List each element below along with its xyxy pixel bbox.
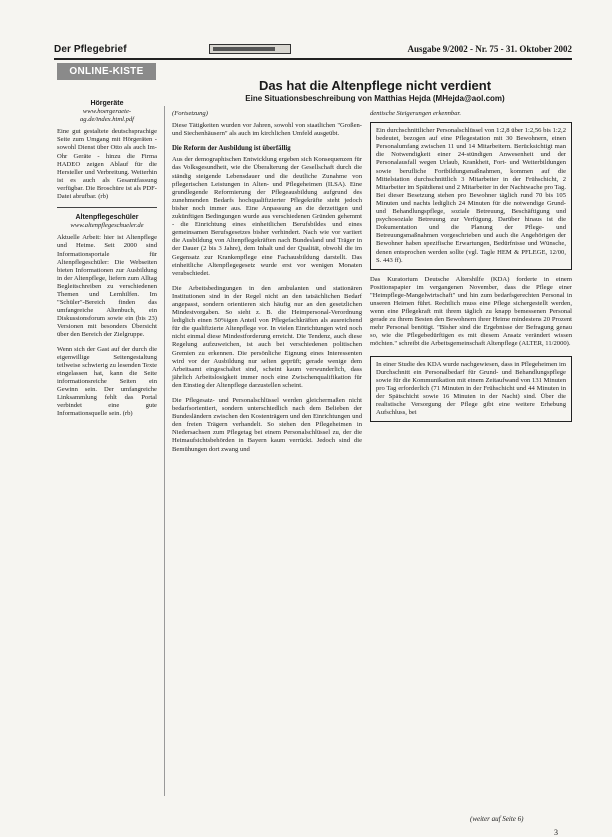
article-paragraph: Diese Tätigkeiten wurden vor Jahren, sowohl von staatlichen "Großen- und Siechenhäusern" als auch im kirchlichen Umfeld ausgeübt. (172, 122, 362, 138)
continued-note: (weiter auf Seite 6) (470, 815, 524, 823)
article-paragraph: Die Arbeitsbedingungen in den ambulanten und stationären Institutionen sind in der Regel nicht an den tatsächlichen Bedarf angepasst, sondern orientieren sich häufig nur an den gesetzlichen Mindestvorgaben. So sieht z. B. die Heimpersonal-Verordnung lediglich einen 50%igen Anteil von Pflegefachkräften als ausreichend für die qualifizierte Altenpflege vor. In vielen Einrichtungen wird noch nicht einmal diese Mindestforderung erreicht. Die Tendenz, auch diese Regelung aufzuweichen, ist auch bei verschiedenen politischen Gremien zu erkennen. Die persönliche Eignung eines Interessenten wird vor der Ausbildung nur selten geprüft; gerade wenige dem Arbeitsamt eingeschaltet sind, scheint kaum verwunderlich, dass jährlich Arbeitslosigkeit immer noch eine Zwischenqualifikation für den Einstieg der Altenpflege darzustellen scheint. (172, 284, 362, 389)
info-box-text: In einer Studie des KDA wurde nachgewiesen, dass in Pflegeheimen im Durchschnitt ein Personalbedarf für Grund- und Behandlungspflege sowie für die Kommunikation mit einem Zeitaufwand von 131 Minuten pro Tag erforderlich (71 Minuten in der Frühschicht und 44 Minuten in der Spätschicht sowie 16 Minuten in der Nacht) sind. Über die realistische Versorgung der Pflege gibt eine weitere Erhebung Aufschluss, bei (376, 360, 566, 417)
publisher-logo (209, 44, 291, 54)
sidebar (57, 95, 157, 424)
article-paragraph: Die Pflegesatz- und Personalschlüssel werden gleichermaßen nicht bedarfsorientiert, sondern unterschiedlich nach dem Belieben der Bundesländern zwischen den Kostenträgern und den Einrichtungen und den freien Trägern verhandelt. So stehen den Pflegeheimen in Niedersachsen zum Pflegetag bei einem Personalschlüssel zu, der die Heimaufsichtsbehörden in Bayern kaum verrückt. Jedoch sind die Bemühungen dort zwang und (172, 397, 362, 453)
issue-info: Ausgabe 9/2002 - Nr. 75 - 31. Oktober 2002 (407, 44, 572, 54)
header-rule (54, 58, 572, 60)
article-paragraph: Das Kuratorium Deutsche Altershilfe (KDA) forderte in einem Positionspapier im vergangenen November, dass die Pflege einer "Heimpflege-Mangelwirtschaft" und hin zum bedarfsgerechten Personal in unseren Heimen führt. Rechtlich muss eine Pflege sichergestellt werden, wenn eine Pflegekraft mit ihrem täglich zu knapp bemessenen Personal gerade zu ihrem Besten den Bewohnern ihrer Heime mindestens 20 Prozent mehr Personal benötigt. "Bisher sind die Ergebnisse der Befragung genau so, wie die Pflegebedürftigen es mit diesem Ansatz verändert wissen möchten." schreibt die Arbeitsgemeinschaft Altenpflege (ALTER, 11/2000). (370, 275, 572, 348)
continuation-note: (Fortsetzung) (172, 110, 208, 117)
info-box-text: Ein durchschnittlicher Personalschlüssel von 1:2,8 über 1:2,56 bis 1:2,2 bedeutet, bezogen auf eine Pflegestation mit 30 Bewohnern, einen Personalumfang zwischen 11 und 14 Mitarbeitern. Berücksichtigt man die Notwendigkeit einer 24-stündigen Anwesenheit und der Personalausfall wegen Urlaub, Krankheit, Fort- und Weiterbildungen sowie berufliche Fortbildungsmaßnahmen, kommen auf die Mittelstation durchschnittlich 3 Mitarbeiter in der Frühschicht, 2 Mitarbeiter im Spätdienst und 2 Mitarbeiter in der Nachtwache pro Tag. Bei dieser Besetzung stehen pro Bewohner täglich rund 70 bis 105 Minuten und nachts lediglich 24 Minuten für die notwendige Grund- und Behandlungspflege, soziale Betreuung, Beschäftigung und psychosoziale Betreuung zur Verfügung. Darüber hinaus ist die Dokumentation und die Planung der Pflege- und Betreuungsmaßnahmen vorgeschrieben und auch die Angehörigen der Bewohner haben spezifische Erwartungen, Bedürfnisse und Wünsche, denen entsprochen werden sollte (vgl. Tagle HEM & PFLEGE, 12/00, S. 443 ff). (376, 127, 566, 264)
info-box-kda-studie (370, 356, 572, 423)
sidebar-title-hoergeraete: Hörgeräte (90, 100, 124, 107)
page-number: 3 (554, 828, 558, 837)
article-column-left (172, 110, 362, 461)
article-title: Das hat die Altenpflege nicht verdient (258, 78, 492, 93)
info-box-personalschluessel (370, 122, 572, 270)
article-subtitle: Eine Situationsbeschreibung von Matthias Hejda (MHejda@aol.com) (245, 94, 505, 103)
sidebar-title-altenpflegeschueler: Altenpflegeschüler (75, 214, 139, 222)
sidebar-divider (57, 207, 157, 208)
newsletter-brand: Der Pflegebrief (54, 44, 127, 55)
article-paragraph: Aus der demographischen Entwicklung ergeben sich Konsequenzen für das Volksgesundheit, wie die Überalterung der Gesellschaft durch die ständig steigende Lebensdauer und die deutliche Zunahme von pflegerischen Leistungen in Alten- und Pflegeheimen (ILSA). Eine grundlegende Reformierung der Pflegeausbildung aufgrund des zunehmenden Bedarfs hochqualifizierter Pflegekräfte steht jedoch bisher noch immer aus. Eine Anpassung an die derzeitigen und zukünftigen Bedingungen wurde aus verschiedenen Gründen gehemmt - die Einrichtung eines einheitlichen Berufsbildes und eines gemeinsamen Berufsgesetzes bisher verhindert. Nach wie vor variiert die Ausbildung von Altenpflegekräften nach Bundesland und Träger in der Dauer (2 bis 3 Jahre), dem Inhalt und der Qualität, obwohl die im Gegensatz zur Krankenpflege eine Fachausbildung darstellt. Das einheitliche Altenpflegegesetz wurde erst vor wenigen Monaten verabschiedet. (172, 156, 362, 277)
article-column-right (370, 110, 572, 422)
sidebar-text-closing: Wenn sich der Gast auf der durch die eigenwillige Seitengestaltung teilweise schwierig zu lesenden Texte eingelassen hat, kann die Seite informationsreiche Seiten ein Gewinn sein. Der umfangreiche Linksammlung fehlt das Portal verbindet eine gute Informationsquelle sein. (rb) (57, 345, 157, 418)
sidebar-link-hoergeraete[interactable]: www.hoergeraete-ag.de/index.html.pdf (79, 108, 135, 124)
continuation-line: dentische Steigerungen erkennbar. (370, 110, 462, 117)
column-divider (164, 106, 165, 796)
sidebar-text-hoergeraete: Eine gut gestaltete deutschsprachige Seite zum Umgang mit Hörgeräten - sowohl Dienst über Otto als auch Im-Ohr Geräte - hinzu die Firma HADEO zeigen Ablauf für die Hersteller und Verbreitung. Weiterhin ist es auch als Gesamtfassung verfügbar. Die Broschüre ist als PDF-Datei abrufbar. (rb) (57, 128, 157, 201)
online-kiste-badge: ONLINE-KISTE (57, 63, 156, 80)
sidebar-link-altenpflegeschueler[interactable]: www.altenpflegeschueler.de (70, 222, 144, 230)
sidebar-text-altenpflegeschueler: Aktuelle Arbeit: hier ist Altenpflege und Heime. Seit 2000 sind Informationsportale für Altenpflegeschüler: Die Webseiten bieten Informationen zur Ausbildung in der Altenpflege, liefern zum Alltag Begleitschreiben zu verschiedenen Themen und Lernhilfen. Im "Schüler"-Bereich finden das umfangreiche Altenbuch, ein Diskussionsforum sowie ein (bis 23) Versionen mit besonders Übersicht über den Bereich der Zielgruppe. (57, 234, 157, 339)
section-heading: Die Reform der Ausbildung ist überfällig (172, 145, 291, 153)
